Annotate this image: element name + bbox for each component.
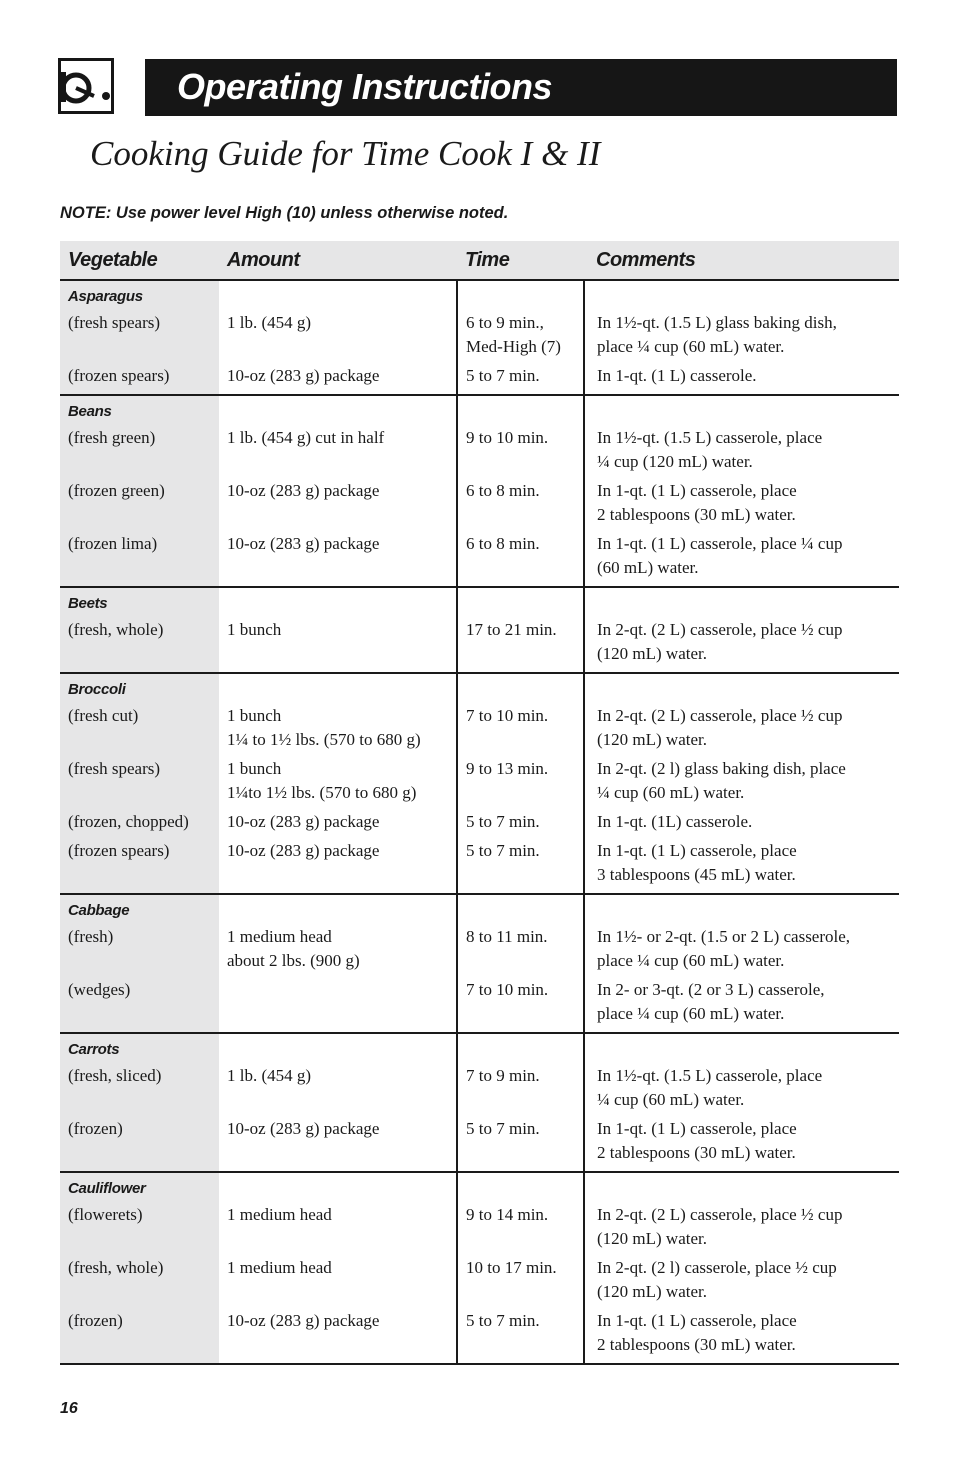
vegetable-group <box>60 395 899 587</box>
amount-cell-line: 1 medium head <box>227 1258 332 1277</box>
category-row <box>60 280 899 309</box>
comments-cell-line: In 1-qt. (1 L) casserole, place <box>597 481 797 500</box>
comments-cell-line: (120 mL) water. <box>597 1282 707 1301</box>
column-header-comments: Comments <box>584 241 899 280</box>
comments-cell-line: In 2-qt. (2 L) casserole, place ½ cup <box>597 1205 843 1224</box>
table-row <box>60 364 899 395</box>
amount-cell <box>219 424 457 479</box>
vegetable-cell: (fresh green) <box>60 424 219 479</box>
comments-cell <box>584 1256 899 1309</box>
amount-cell-line: 1 bunch <box>227 706 282 725</box>
category-row <box>60 395 899 424</box>
amount-cell <box>219 1256 457 1309</box>
time-cell <box>457 616 584 673</box>
comments-cell-line: In 1-qt. (1 L) casserole, place <box>597 1119 797 1138</box>
comments-cell <box>584 757 899 810</box>
amount-cell <box>219 702 457 757</box>
table-row <box>60 532 899 587</box>
table-row <box>60 1201 899 1256</box>
vegetable-group <box>60 673 899 894</box>
comments-cell-line: In 1-qt. (1 L) casserole. <box>597 366 757 385</box>
empty-cell <box>584 1172 899 1201</box>
comments-cell-line: In 2-qt. (2 l) casserole, place ½ cup <box>597 1258 837 1277</box>
amount-cell-line: 1 bunch <box>227 620 282 639</box>
amount-cell <box>219 532 457 587</box>
time-cell <box>457 309 584 364</box>
empty-cell <box>457 673 584 702</box>
empty-cell <box>584 587 899 616</box>
time-cell-line: 5 to 7 min. <box>466 841 540 860</box>
amount-cell-line: 10-oz (283 g) package <box>227 841 380 860</box>
amount-cell <box>219 1201 457 1256</box>
category-row <box>60 1033 899 1062</box>
category-name: Beets <box>60 587 219 616</box>
time-cell-line: 5 to 7 min. <box>466 1119 540 1138</box>
empty-cell <box>584 1033 899 1062</box>
amount-cell <box>219 810 457 839</box>
comments-cell <box>584 702 899 757</box>
time-cell-line: 7 to 10 min. <box>466 980 549 999</box>
time-cell <box>457 757 584 810</box>
comments-cell-line: In 1½-qt. (1.5 L) casserole, place <box>597 428 823 447</box>
amount-cell-line: 10-oz (283 g) package <box>227 812 380 831</box>
time-cell <box>457 479 584 532</box>
empty-cell <box>219 1172 457 1201</box>
time-cell-line: 17 to 21 min. <box>466 620 557 639</box>
time-cell <box>457 1309 584 1364</box>
vegetable-cell: (wedges) <box>60 978 219 1033</box>
table-row <box>60 479 899 532</box>
amount-cell-line: 1 lb. (454 g) <box>227 313 312 332</box>
amount-cell-line: 10-oz (283 g) package <box>227 481 380 500</box>
table-row <box>60 616 899 673</box>
comments-cell-line: ¼ cup (60 mL) water. <box>597 783 745 802</box>
amount-cell <box>219 309 457 364</box>
amount-cell-line: 10-oz (283 g) package <box>227 1311 380 1330</box>
time-cell-line: 5 to 7 min. <box>466 366 540 385</box>
comments-cell-line: ¼ cup (120 mL) water. <box>597 452 753 471</box>
table-row <box>60 424 899 479</box>
vegetable-cell: (frozen) <box>60 1117 219 1172</box>
comments-cell <box>584 424 899 479</box>
amount-cell-line: about 2 lbs. (900 g) <box>227 951 360 970</box>
empty-cell <box>219 395 457 424</box>
time-cell-line: 7 to 10 min. <box>466 706 549 725</box>
vegetable-group <box>60 1172 899 1364</box>
comments-cell <box>584 532 899 587</box>
vegetable-group <box>60 1033 899 1172</box>
comments-cell-line: 2 tablespoons (30 mL) water. <box>597 1335 796 1354</box>
vegetable-cell: (frozen green) <box>60 479 219 532</box>
time-cell-line: 7 to 9 min. <box>466 1066 540 1085</box>
vegetable-group <box>60 894 899 1033</box>
table-row <box>60 1062 899 1117</box>
comments-cell <box>584 839 899 894</box>
category-name: Cabbage <box>60 894 219 923</box>
time-cell <box>457 810 584 839</box>
comments-cell-line: In 1½-qt. (1.5 L) casserole, place <box>597 1066 823 1085</box>
comments-cell-line: place ¼ cup (60 mL) water. <box>597 1004 785 1023</box>
time-cell <box>457 923 584 978</box>
time-cell-line: 6 to 8 min. <box>466 534 540 553</box>
time-cell <box>457 702 584 757</box>
empty-cell <box>584 894 899 923</box>
amount-cell <box>219 1062 457 1117</box>
comments-cell-line: (60 mL) water. <box>597 558 699 577</box>
amount-cell-line: 1 bunch <box>227 759 282 778</box>
category-name: Broccoli <box>60 673 219 702</box>
table-row <box>60 702 899 757</box>
table-row <box>60 923 899 978</box>
empty-cell <box>219 280 457 309</box>
comments-cell <box>584 1117 899 1172</box>
empty-cell <box>584 395 899 424</box>
vegetable-cell: (fresh, whole) <box>60 616 219 673</box>
amount-cell <box>219 616 457 673</box>
comments-cell <box>584 1201 899 1256</box>
category-row <box>60 673 899 702</box>
category-row <box>60 1172 899 1201</box>
page-title: Cooking Guide for Time Cook I & II <box>90 134 601 173</box>
amount-cell <box>219 839 457 894</box>
time-cell <box>457 424 584 479</box>
table-row <box>60 1117 899 1172</box>
table-row <box>60 810 899 839</box>
comments-cell-line: In 2-qt. (2 l) glass baking dish, place <box>597 759 846 778</box>
column-header-vegetable: Vegetable <box>60 241 219 280</box>
amount-cell <box>219 1117 457 1172</box>
amount-cell-line: 1 lb. (454 g) cut in half <box>227 428 385 447</box>
amount-cell-line: 1 medium head <box>227 927 332 946</box>
power-level-note: NOTE: Use power level High (10) unless otherwise noted. <box>60 204 509 222</box>
page-number: 16 <box>60 1400 78 1417</box>
empty-cell <box>457 395 584 424</box>
empty-cell <box>457 894 584 923</box>
amount-cell-line: 1 lb. (454 g) <box>227 1066 312 1085</box>
empty-cell <box>219 894 457 923</box>
comments-cell <box>584 978 899 1033</box>
comments-cell-line: 2 tablespoons (30 mL) water. <box>597 505 796 524</box>
vegetable-cell: (fresh, sliced) <box>60 1062 219 1117</box>
time-cell-line: 9 to 13 min. <box>466 759 549 778</box>
time-cell <box>457 1117 584 1172</box>
time-cell <box>457 1201 584 1256</box>
comments-cell-line: In 1-qt. (1 L) casserole, place <box>597 1311 797 1330</box>
comments-cell-line: In 2-qt. (2 L) casserole, place ½ cup <box>597 620 843 639</box>
table-row <box>60 978 899 1033</box>
comments-cell-line: place ¼ cup (60 mL) water. <box>597 951 785 970</box>
category-name: Asparagus <box>60 280 219 309</box>
category-row <box>60 894 899 923</box>
amount-cell-line: 10-oz (283 g) package <box>227 366 380 385</box>
vegetable-cell: (fresh spears) <box>60 309 219 364</box>
comments-cell-line: 2 tablespoons (30 mL) water. <box>597 1143 796 1162</box>
vegetable-cell: (fresh, whole) <box>60 1256 219 1309</box>
comments-cell-line: In 1-qt. (1L) casserole. <box>597 812 753 831</box>
comments-cell-line: In 1½- or 2-qt. (1.5 or 2 L) casserole, <box>597 927 851 946</box>
vegetable-group <box>60 280 899 395</box>
empty-cell <box>457 587 584 616</box>
cooking-guide-table <box>60 241 899 1365</box>
empty-cell <box>457 280 584 309</box>
time-cell <box>457 532 584 587</box>
time-cell-line: 9 to 10 min. <box>466 428 549 447</box>
comments-cell-line: 3 tablespoons (45 mL) water. <box>597 865 796 884</box>
empty-cell <box>219 673 457 702</box>
comments-cell-line: (120 mL) water. <box>597 644 707 663</box>
amount-cell <box>219 479 457 532</box>
amount-cell <box>219 923 457 978</box>
amount-cell-line: 10-oz (283 g) package <box>227 534 380 553</box>
time-cell <box>457 839 584 894</box>
vegetable-cell: (flowerets) <box>60 1201 219 1256</box>
time-cell-line: 6 to 9 min., <box>466 313 544 332</box>
time-cell <box>457 1062 584 1117</box>
column-header-amount: Amount <box>219 241 457 280</box>
column-header-time: Time <box>457 241 584 280</box>
vegetable-cell: (frozen lima) <box>60 532 219 587</box>
table-row <box>60 757 899 810</box>
table-row <box>60 1256 899 1309</box>
comments-cell-line: In 2- or 3-qt. (2 or 3 L) casserole, <box>597 980 825 999</box>
time-cell-line: 5 to 7 min. <box>466 812 540 831</box>
amount-cell <box>219 757 457 810</box>
microwave-touchpad-icon <box>58 58 114 114</box>
vegetable-cell: (frozen spears) <box>60 839 219 894</box>
table-row <box>60 1309 899 1364</box>
vegetable-cell: (fresh spears) <box>60 757 219 810</box>
amount-cell <box>219 364 457 395</box>
time-cell-line: 9 to 14 min. <box>466 1205 549 1224</box>
amount-cell-line: 1 medium head <box>227 1205 332 1224</box>
time-cell-line: Med-High (7) <box>466 337 561 356</box>
time-cell <box>457 978 584 1033</box>
comments-cell <box>584 810 899 839</box>
time-cell-line: 5 to 7 min. <box>466 1311 540 1330</box>
vegetable-cell: (fresh cut) <box>60 702 219 757</box>
empty-cell <box>219 1033 457 1062</box>
comments-cell <box>584 479 899 532</box>
comments-cell-line: In 1½-qt. (1.5 L) glass baking dish, <box>597 313 837 332</box>
comments-cell <box>584 1062 899 1117</box>
amount-cell <box>219 978 457 1033</box>
comments-cell-line: ¼ cup (60 mL) water. <box>597 1090 745 1109</box>
table-row <box>60 839 899 894</box>
vegetable-cell: (fresh) <box>60 923 219 978</box>
amount-cell-line: 1¼ to 1½ lbs. (570 to 680 g) <box>227 730 421 749</box>
comments-cell <box>584 616 899 673</box>
comments-cell <box>584 923 899 978</box>
time-cell <box>457 1256 584 1309</box>
category-name: Cauliflower <box>60 1172 219 1201</box>
table-header-row <box>60 241 899 280</box>
amount-cell-line: 1¼to 1½ lbs. (570 to 680 g) <box>227 783 417 802</box>
category-name: Carrots <box>60 1033 219 1062</box>
empty-cell <box>457 1172 584 1201</box>
comments-cell <box>584 309 899 364</box>
comments-cell-line: In 1-qt. (1 L) casserole, place ¼ cup <box>597 534 843 553</box>
table-row <box>60 309 899 364</box>
comments-cell-line: In 1-qt. (1 L) casserole, place <box>597 841 797 860</box>
comments-cell <box>584 1309 899 1364</box>
empty-cell <box>219 587 457 616</box>
category-name: Beans <box>60 395 219 424</box>
vegetable-group <box>60 587 899 673</box>
vegetable-cell: (frozen) <box>60 1309 219 1364</box>
time-cell-line: 10 to 17 min. <box>466 1258 557 1277</box>
time-cell-line: 8 to 11 min. <box>466 927 548 946</box>
empty-cell <box>457 1033 584 1062</box>
category-row <box>60 587 899 616</box>
comments-cell-line: (120 mL) water. <box>597 1229 707 1248</box>
comments-cell-line: In 2-qt. (2 L) casserole, place ½ cup <box>597 706 843 725</box>
amount-cell-line: 10-oz (283 g) package <box>227 1119 380 1138</box>
comments-cell-line: place ¼ cup (60 mL) water. <box>597 337 785 356</box>
comments-cell-line: (120 mL) water. <box>597 730 707 749</box>
vegetable-cell: (frozen spears) <box>60 364 219 395</box>
amount-cell <box>219 1309 457 1364</box>
vegetable-cell: (frozen, chopped) <box>60 810 219 839</box>
time-cell <box>457 364 584 395</box>
comments-cell <box>584 364 899 395</box>
time-cell-line: 6 to 8 min. <box>466 481 540 500</box>
empty-cell <box>584 280 899 309</box>
empty-cell <box>584 673 899 702</box>
section-banner: Operating Instructions <box>145 59 897 116</box>
